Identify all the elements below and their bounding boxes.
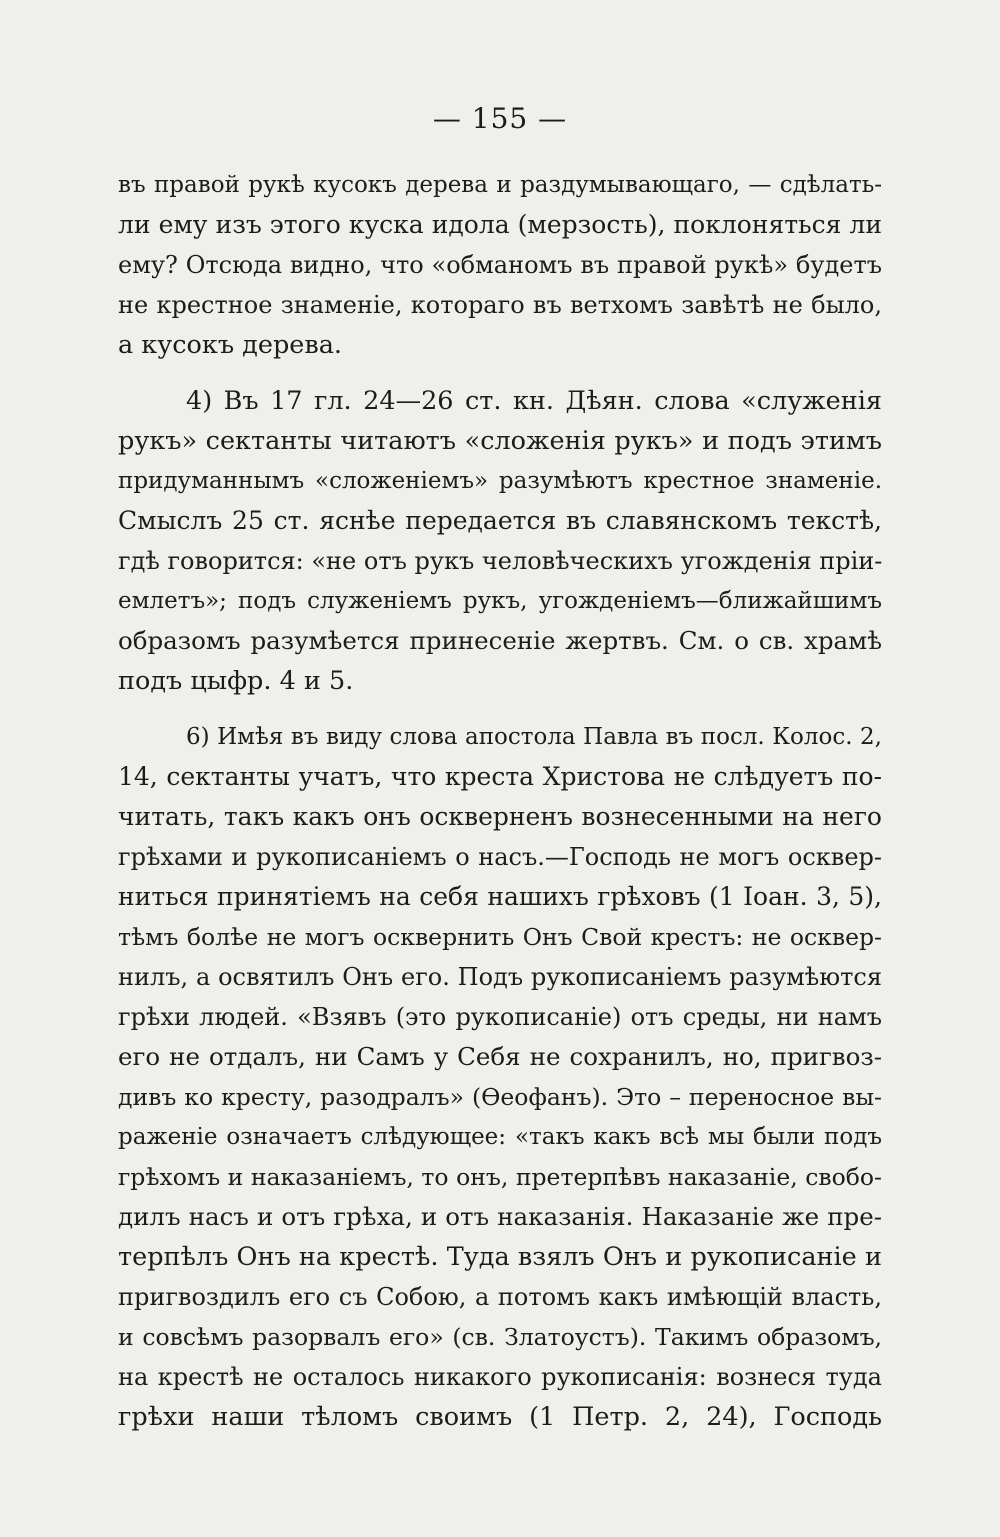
text-line: грѣхи людей. «Взявъ (это рукописаніе) отъ среды, ни намъ (118, 1003, 882, 1031)
text-line: не крестное знаменіе, котораго въ ветхомъ завѣтѣ не было, (118, 291, 882, 319)
text-line: образомъ разумѣется принесеніе жертвъ. См. о св. храмѣ (118, 626, 882, 655)
text-line: и совсѣмъ разорвалъ его» (св. Златоустъ). Такимъ образомъ, (118, 1323, 882, 1351)
paragraph (118, 381, 882, 701)
text-line: грѣхами и рукописаніемъ о насъ.—Господь не могъ осквер- (118, 843, 882, 871)
text-line: ли ему изъ этого куска идола (мерзость), поклоняться ли (118, 210, 882, 239)
paragraph (118, 717, 882, 1437)
text-line: гдѣ говорится: «не отъ рукъ человѣческихъ угожденія пріи- (118, 547, 882, 575)
text-line: 14, сектанты учатъ, что креста Христова не слѣдуетъ по- (118, 762, 882, 791)
text-line: терпѣлъ Онъ на крестѣ. Туда взялъ Онъ и рукописаніе и (118, 1242, 882, 1272)
text-line: а кусокъ дерева. (118, 330, 343, 360)
body-text (118, 165, 882, 1437)
text-line: 6) Имѣя въ виду слова апостола Павла въ посл. Колос. 2, (186, 724, 882, 750)
paragraph (118, 165, 882, 365)
text-line: Смыслъ 25 ст. яснѣе передается въ славянскомъ текстѣ, (118, 506, 882, 535)
text-line: грѣхи наши тѣломъ своимъ (1 Петр. 2, 24), Господь (118, 1402, 882, 1432)
text-line: подъ цыфр. 4 и 5. (118, 666, 354, 696)
text-line: пригвоздилъ его съ Собою, а потомъ какъ имѣющій власть, (118, 1283, 882, 1311)
text-line: его не отдалъ, ни Самъ у Себя не сохранилъ, но, пригвоз- (118, 1042, 882, 1071)
text-line: рукъ» сектанты читаютъ «сложенія рукъ» и подъ этимъ (118, 426, 882, 456)
text-line: читать, такъ какъ онъ оскверненъ вознесенными на него (118, 802, 882, 831)
text-line: придуманнымъ «сложеніемъ» разумѣютъ крестное знаменіе. (118, 468, 882, 494)
text-line: тѣмъ болѣе не могъ осквернить Онъ Свой крестъ: не осквер- (118, 923, 882, 951)
text-line: 4) Въ 17 гл. 24—26 ст. кн. Дѣян. слова «служенія (186, 386, 882, 416)
text-line: ему? Отсюда видно, что «обманомъ въ правой рукѣ» будетъ (118, 251, 882, 279)
text-line: емлетъ»; подъ служеніемъ рукъ, угожденіемъ—ближайшимъ (118, 588, 882, 614)
text-line: въ правой рукѣ кусокъ дерева и раздумывающаго, — сдѣлать- (118, 172, 882, 198)
text-line: грѣхомъ и наказаніемъ, то онъ, претерпѣвъ наказаніе, свобо- (118, 1163, 882, 1191)
text-line: дилъ насъ и отъ грѣха, и отъ наказанія. Наказаніе же пре- (118, 1202, 882, 1231)
text-line: дивъ ко кресту, разодралъ» (Ѳеофанъ). Это – переносное вы- (118, 1083, 882, 1111)
text-line: раженіе означаетъ слѣдующее: «такъ какъ всѣ мы были подъ (118, 1124, 882, 1150)
text-line: на крестѣ не осталось никакого рукописанія: вознеся туда (118, 1363, 882, 1391)
text-line: ниться принятіемъ на себя нашихъ грѣховъ (1 Іоан. 3, 5), (118, 882, 882, 911)
text-line: нилъ, а освятилъ Онъ его. Подъ рукописаніемъ разумѣются (118, 963, 882, 991)
page-number: — 155 — (432, 102, 568, 135)
